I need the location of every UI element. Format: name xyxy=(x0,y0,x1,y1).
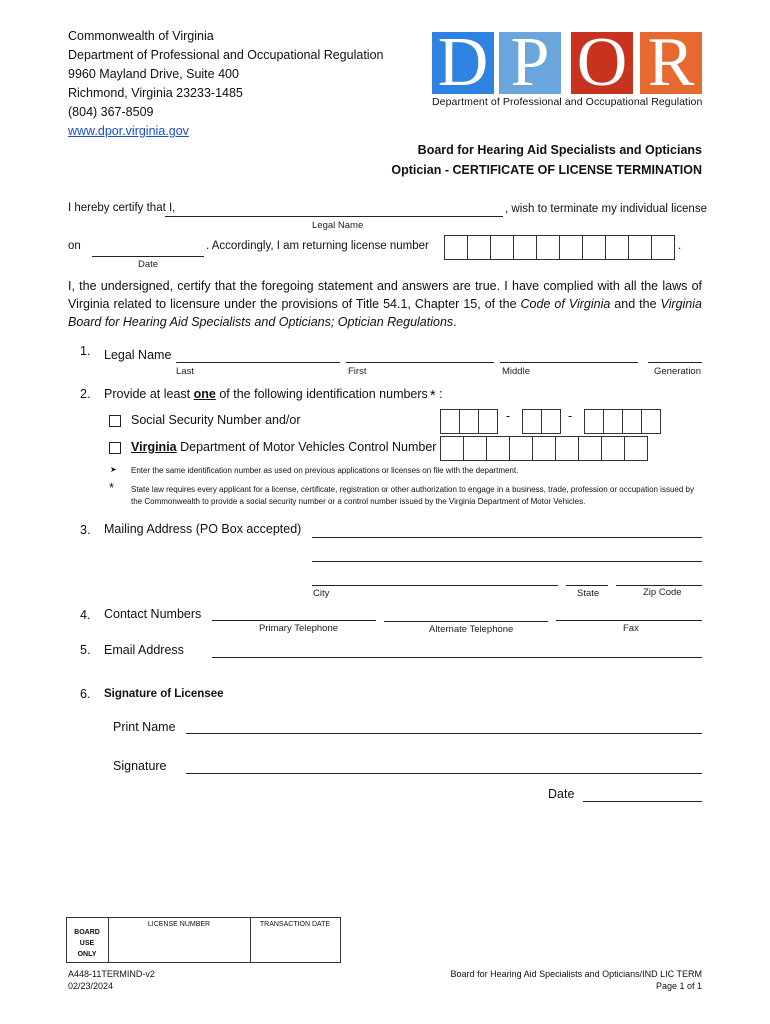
footer-right xyxy=(451,968,702,992)
last-label: Last xyxy=(176,366,194,377)
address-line-1-field[interactable] xyxy=(312,537,702,538)
first-label: First xyxy=(348,366,367,377)
signature-date-label: Date xyxy=(548,787,575,801)
primary-phone-label: Primary Telephone xyxy=(259,623,339,634)
page-number: Page 1 of 1 xyxy=(655,981,702,991)
form-date: 02/23/2024 xyxy=(68,981,114,991)
mailing-address-label: Mailing Address (PO Box accepted) xyxy=(104,522,302,536)
certify-suffix: , wish to terminate my individual license xyxy=(505,203,707,215)
ssn-label: Social Security Number and/or xyxy=(131,413,301,427)
contact-numbers-label: Contact Numbers xyxy=(104,607,202,621)
org-line-state: Commonwealth of Virginia xyxy=(68,29,214,43)
item-3-number: 3. xyxy=(80,523,91,537)
middle-name-field[interactable] xyxy=(500,362,638,363)
fax-field[interactable] xyxy=(556,620,702,621)
license-number-header: LICENSE NUMBER xyxy=(147,921,211,928)
certificate-title: Optician - CERTIFICATE OF LICENSE TERMINATION xyxy=(391,163,702,177)
logo-letter-p: P xyxy=(510,24,550,101)
ssn-part3-field[interactable] xyxy=(584,409,661,434)
logo-caption: Department of Professional and Occupational Regulation xyxy=(432,96,703,108)
item-5-number: 5. xyxy=(80,643,91,657)
signature-date-field[interactable] xyxy=(583,801,702,802)
email-label: Email Address xyxy=(104,643,184,657)
legal-name-field[interactable] xyxy=(165,216,503,217)
regulations-name: Virginia Board for Hearing Aid Specialists and Opticians; Optician Regulations xyxy=(68,297,702,329)
city-field[interactable] xyxy=(312,585,558,586)
legal-name-label: Legal Name xyxy=(312,220,364,231)
asterisk-note-icon: * xyxy=(109,480,115,495)
license-number-field[interactable] xyxy=(444,235,675,260)
code-of-virginia: Code of Virginia xyxy=(520,297,611,311)
last-name-field[interactable] xyxy=(176,362,340,363)
board-use-label: BOARD USE ONLY xyxy=(74,929,100,958)
signature-field[interactable] xyxy=(186,773,702,774)
termination-date-field[interactable] xyxy=(92,256,204,257)
signature-of-licensee-heading: Signature of Licensee xyxy=(104,688,224,700)
form-title xyxy=(391,140,702,180)
board-title: Board for Hearing Aid Specialists and Opticians xyxy=(417,143,702,157)
ssn-dash-2: - xyxy=(568,409,573,423)
org-line-dept: Department of Professional and Occupational Regulation xyxy=(68,48,384,62)
footer-board: Board for Hearing Aid Specialists and Opticians/IND LIC TERM xyxy=(450,969,702,979)
print-name-label: Print Name xyxy=(113,720,176,734)
email-field[interactable] xyxy=(212,657,702,658)
logo-letter-d: D xyxy=(437,24,489,101)
item-1-number: 1. xyxy=(80,344,91,358)
certification-statement: I, the undersigned, certify that the foregoing statement and answers are true. I have complied with all the laws of Virginia related to licensure under the provisions of Title 54.1, Chapter 15, of the Code of Virginia and the Virginia Board for Hearing Aid Specialists and Opticians; Optician Regulations. xyxy=(68,279,702,329)
print-name-field[interactable] xyxy=(186,733,702,734)
org-line-street: 9960 Mayland Drive, Suite 400 xyxy=(68,67,239,81)
date-label: Date xyxy=(138,259,159,270)
alternate-phone-field[interactable] xyxy=(384,621,548,622)
logo-letter-r: R xyxy=(647,24,695,101)
logo-letter-o: O xyxy=(576,24,628,101)
website-link[interactable]: www.dpor.virginia.gov xyxy=(68,124,189,138)
item-6-number: 6. xyxy=(80,687,91,701)
org-line-phone: (804) 367-8509 xyxy=(68,105,154,119)
zip-label: Zip Code xyxy=(643,587,682,598)
item-2-number: 2. xyxy=(80,387,91,401)
signature-label: Signature xyxy=(113,759,167,773)
id-instructions: Provide at least one of the following identification numbers * : xyxy=(104,387,443,404)
dmv-number-field[interactable] xyxy=(440,436,648,461)
ssn-checkbox[interactable] xyxy=(109,415,121,427)
first-name-field[interactable] xyxy=(346,362,494,363)
zip-field[interactable] xyxy=(616,585,702,586)
dmv-label: Virginia Department of Motor Vehicles Control Number xyxy=(131,440,437,454)
state-field[interactable] xyxy=(566,585,608,586)
alternate-phone-label: Alternate Telephone xyxy=(429,624,514,635)
city-label: City xyxy=(313,588,330,599)
address-line-2-field[interactable] xyxy=(312,561,702,562)
note-same-id: Enter the same identification number as used on previous applications or licenses on file with the department. xyxy=(131,466,519,475)
generation-field[interactable] xyxy=(648,362,702,363)
certify-prefix: I hereby certify that I, xyxy=(68,202,176,214)
ssn-dash-1: - xyxy=(506,409,511,423)
org-line-city: Richmond, Virginia 23233-1485 xyxy=(68,86,243,100)
legal-name-heading: Legal Name xyxy=(104,348,172,362)
period: . xyxy=(678,240,682,252)
asterisk-icon: * xyxy=(429,387,436,404)
generation-label: Generation xyxy=(654,366,702,377)
ssn-part2-field[interactable] xyxy=(522,409,561,434)
org-address xyxy=(68,27,383,141)
dmv-checkbox[interactable] xyxy=(109,442,121,454)
note-state-law: State law requires every applicant for a license, certificate, registration or other authorization to engage in a business, trade, profession or occupation issued by the Commonwealth to provide a social security number or a control number issued by the Virginia Department of Motor Vehicles. xyxy=(131,485,694,506)
middle-label: Middle xyxy=(502,366,530,377)
fax-label: Fax xyxy=(623,623,639,634)
on-label: on xyxy=(68,240,81,252)
transaction-date-header: TRANSACTION DATE xyxy=(259,921,331,928)
primary-phone-field[interactable] xyxy=(212,620,376,621)
accordingly-text: . Accordingly, I am returning license number xyxy=(206,240,429,252)
state-label: State xyxy=(577,588,600,599)
ssn-part1-field[interactable] xyxy=(440,409,498,434)
arrow-bullet-icon: ➤ xyxy=(110,465,117,474)
item-4-number: 4. xyxy=(80,608,91,622)
form-id: A448-11TERMIND-v2 02/23/2024 xyxy=(68,969,155,991)
